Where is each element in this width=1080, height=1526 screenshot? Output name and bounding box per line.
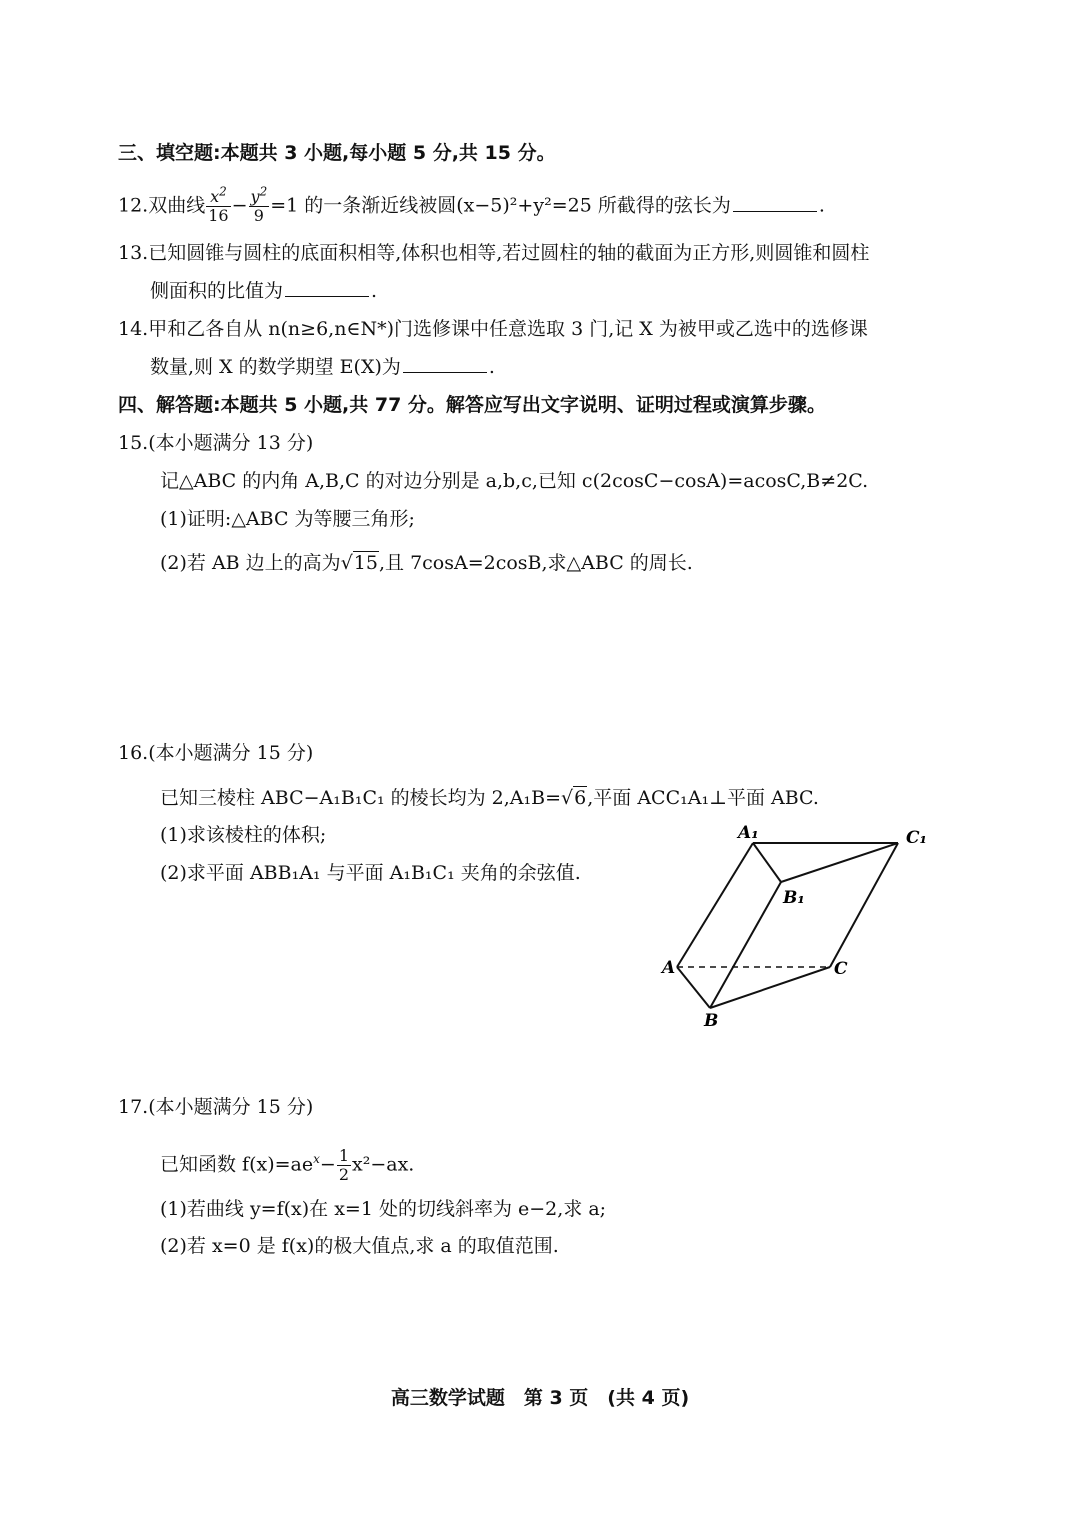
label-a: A xyxy=(662,958,676,978)
q17-minus: − xyxy=(319,1153,336,1176)
label-b: B xyxy=(704,1011,719,1031)
question-12 xyxy=(118,184,825,225)
q14-number: 14. xyxy=(118,318,149,340)
q13-answer-blank[interactable] xyxy=(285,278,369,297)
edge-a1-b1 xyxy=(753,843,781,882)
q17-half-fraction xyxy=(337,1147,351,1184)
q15-part2-root: 15 xyxy=(353,552,378,574)
edge-b-c xyxy=(710,967,830,1008)
q12-x: x xyxy=(210,187,220,206)
question-13-line2 xyxy=(150,278,377,304)
q16-title: 16.(本小题满分 15 分) xyxy=(118,742,314,764)
label-a1: A₁ xyxy=(738,823,759,843)
q15-part2-prefix: (2)若 AB 边上的高为 xyxy=(160,552,341,574)
question-14-line2 xyxy=(150,354,495,380)
q17-part1: (1)若曲线 y=f(x)在 x=1 处的切线斜率为 e−2,求 a; xyxy=(160,1198,607,1220)
q12-prefix: 双曲线 xyxy=(148,194,206,217)
edge-a1-a xyxy=(677,843,753,967)
q15-stem: 记△ABC 的内角 A,B,C 的对边分别是 a,b,c,已知 c(2cosC−cosA)=acosC,B≠2C. xyxy=(160,470,869,492)
prism-figure xyxy=(640,810,940,1035)
question-14-line1 xyxy=(118,316,868,342)
label-b1: B₁ xyxy=(783,888,805,908)
q17-title: 17.(本小题满分 15 分) xyxy=(118,1096,314,1118)
q14-end: . xyxy=(488,356,495,378)
page-footer: 高三数学试题 第 3 页 (共 4 页) xyxy=(390,1387,690,1409)
section4-heading: 四、解答题:本题共 5 小题,共 77 分。解答应写出文字说明、证明过程或演算步骤。 xyxy=(118,394,826,416)
q12-den-16: 16 xyxy=(208,206,229,225)
q15-title: 15.(本小题满分 13 分) xyxy=(118,432,314,454)
q17-stem-suffix: x²−ax. xyxy=(352,1153,415,1176)
q15-part2-suffix: ,且 7cosA=2cosB,求△ABC 的周长. xyxy=(378,552,693,574)
q15-part1: (1)证明:△ABC 为等腰三角形; xyxy=(160,508,415,530)
q12-fraction-y: $\frac{y^2}{9}$ xyxy=(250,184,268,225)
question-13-line1 xyxy=(118,240,869,266)
q17-stem xyxy=(160,1147,414,1184)
edge-a-b xyxy=(677,967,710,1008)
q14-answer-blank[interactable] xyxy=(403,354,487,373)
q12-minus: − xyxy=(231,194,248,217)
q17-half-den: 2 xyxy=(338,1165,349,1184)
q12-end: . xyxy=(818,194,825,217)
q15-part2: (2)若 AB 边上的高为√15,且 7cosA=2cosB,求△ABC 的周长. xyxy=(160,552,693,574)
q16-stem: 已知三棱柱 ABC−A₁B₁C₁ 的棱长均为 2,A₁B=√6,平面 ACC₁A₁⊥平面 ABC. xyxy=(160,787,819,809)
q13-text-line1: 已知圆锥与圆柱的底面积相等,体积也相等,若过圆柱的轴的截面为正方形,则圆锥和圆柱 xyxy=(148,242,870,264)
q17-half-num: 1 xyxy=(338,1146,349,1165)
edge-b1-b xyxy=(710,882,781,1008)
section3-heading: 三、填空题:本题共 3 小题,每小题 5 分,共 15 分。 xyxy=(118,142,556,164)
q13-end: . xyxy=(371,280,378,302)
q14-text-line1: 甲和乙各自从 n(n≥6,n∈N*)门选修课中任意选取 3 门,记 X 为被甲或乙选中的选修课 xyxy=(148,318,868,340)
q12-number: 12. xyxy=(118,194,149,217)
q16-part2: (2)求平面 ABB₁A₁ 与平面 A₁B₁C₁ 夹角的余弦值. xyxy=(160,862,581,884)
q17-stem-prefix: 已知函数 f(x)=ae xyxy=(160,1153,314,1176)
q12-fraction-x: $\frac{x^2}{16}$ xyxy=(208,184,229,225)
q12-den-9: 9 xyxy=(253,206,264,225)
label-c1: C₁ xyxy=(906,828,927,848)
q12-answer-blank[interactable] xyxy=(733,193,817,212)
q17-exponent: x xyxy=(313,1152,320,1167)
q14-text-line2: 数量,则 X 的数学期望 E(X)为 xyxy=(150,356,401,378)
q17-part2: (2)若 x=0 是 f(x)的极大值点,求 a 的取值范围. xyxy=(160,1235,559,1257)
q13-number: 13. xyxy=(118,242,149,264)
q12-y: y xyxy=(250,187,260,206)
q13-text-line2: 侧面积的比值为 xyxy=(150,280,284,302)
q16-stem-root: 6 xyxy=(574,787,587,809)
q16-stem-suffix: ,平面 ACC₁A₁⊥平面 ABC. xyxy=(587,787,819,809)
q16-part1: (1)求该棱柱的体积; xyxy=(160,824,327,846)
q16-stem-prefix: 已知三棱柱 ABC−A₁B₁C₁ 的棱长均为 2,A₁B= xyxy=(160,787,562,809)
label-c: C xyxy=(834,959,848,979)
q12-equation: =1 的一条渐近线被圆(x−5)²+y²=25 所截得的弦长为 xyxy=(270,194,731,217)
